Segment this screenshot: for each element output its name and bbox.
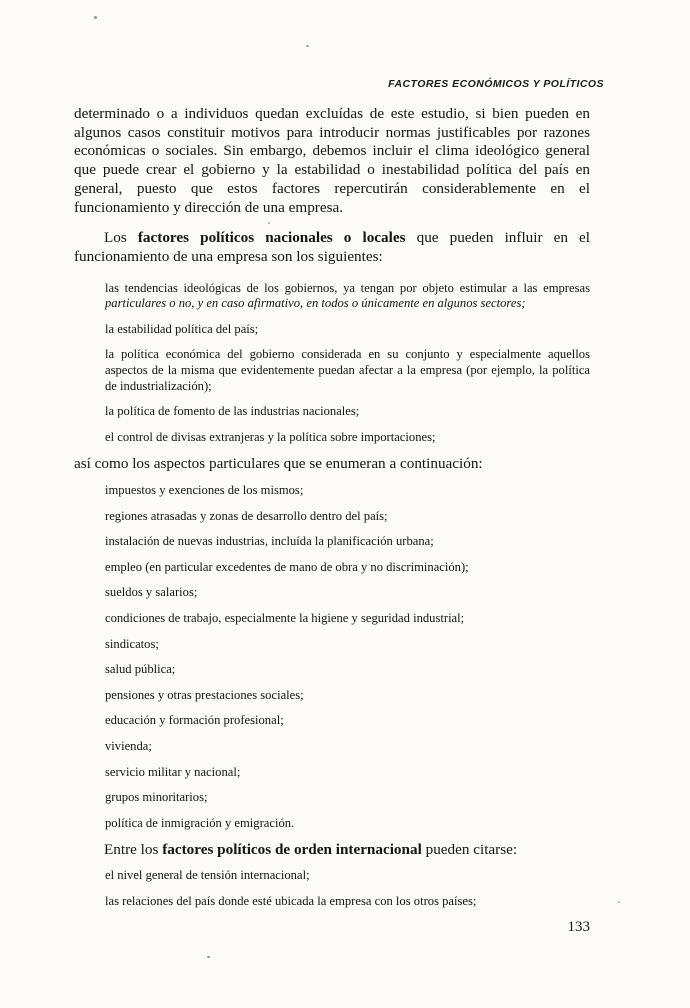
paragraph-connector: así como los aspectos particulares que se enumeran a continuación: [74, 455, 483, 473]
list-item-sindicatos: sindicatos; [105, 636, 159, 651]
list-item-text-italic: particulares o no, y en caso afirmativo, en todos o únicamente en algunos sectores; [105, 296, 526, 311]
list-international-factors [105, 868, 590, 909]
scan-speck [207, 956, 210, 958]
page-content [74, 0, 604, 936]
list-item-servicio-militar: servicio militar y nacional; [105, 764, 241, 779]
paragraph-intro-national [74, 229, 590, 266]
list-item-impuestos: impuestos y exenciones de los mismos; [105, 483, 304, 498]
list-item-tension: el nivel general de tensión internacional; [105, 868, 310, 883]
running-head: FACTORES ECONÓMICOS Y POLÍTICOS [388, 78, 604, 90]
list-item-salud: salud pública; [105, 662, 176, 677]
scan-speck [618, 901, 620, 903]
intro-international-bold: factores políticos de orden internacional [162, 841, 422, 859]
list-particular-aspects [105, 483, 590, 831]
intro-national-pre: Los [104, 229, 138, 247]
list-item-text: las tendencias ideológicas de los gobiernos, ya tengan por objeto estimular a las empresas [105, 280, 590, 295]
list-item-educacion: educación y formación profesional; [105, 713, 284, 728]
list-item-sueldos: sueldos y salarios; [105, 585, 198, 600]
list-item-fomento: la política de fomento de las industrias nacionales; [105, 404, 360, 419]
list-item-vivienda: vivienda; [105, 739, 152, 754]
scan-speck [306, 45, 309, 47]
list-item-pensiones: pensiones y otras prestaciones sociales; [105, 687, 304, 702]
intro-international-post: pueden citarse: [421, 841, 518, 859]
list-item-condiciones: condiciones de trabajo, especialmente la higiene y seguridad industrial; [105, 611, 465, 626]
list-item-relaciones: las relaciones del país donde esté ubicada la empresa con los otros países; [105, 893, 477, 908]
intro-national-post: que pueden influir en el funcionamiento de una empresa son los siguientes: [74, 229, 591, 265]
list-item-estabilidad: la estabilidad política del país; [105, 321, 259, 336]
list-item-tendencias [105, 281, 590, 312]
list-item-regiones: regiones atrasadas y zonas de desarrollo dentro del país; [105, 508, 388, 523]
list-item-instalacion: instalación de nuevas industrias, incluída la planificación urbana; [105, 534, 434, 549]
intro-national-bold: factores políticos nacionales o locales [137, 229, 406, 247]
scan-speck [268, 222, 270, 224]
paragraph-continuation: determinado o a individuos quedan excluídas de este estudio, si bien pueden en algunos casos constituir motivos para introducir normas justificables por razones económicas o sociales. Sin embargo, debemos incluir el clima ideológico general que puede crear el gobierno y la estabilidad o inestabilidad política del país en general, puesto que estos factores repercutirán considerablemente en el funcionamiento y dirección de una empresa. [74, 105, 590, 216]
paragraph-intro-international [74, 841, 590, 860]
scan-speck [94, 16, 97, 19]
list-item-grupos-minoritarios: grupos minoritarios; [105, 790, 208, 805]
list-national-factors [105, 281, 590, 446]
list-item-empleo: empleo (en particular excedentes de mano de obra y no discriminación); [105, 559, 469, 574]
list-item-divisas: el control de divisas extranjeras y la política sobre importaciones; [105, 429, 436, 444]
intro-international-pre: Entre los [104, 841, 163, 859]
page-number: 133 [567, 919, 590, 936]
list-item-inmigracion: política de inmigración y emigración. [105, 815, 295, 830]
list-item-politica-economica: la política económica del gobierno considerada en su conjunto y especialmente aquellos aspectos de la misma que evidentemente puedan afectar a la empresa (por ejemplo, la política de industrialización); [105, 347, 590, 393]
